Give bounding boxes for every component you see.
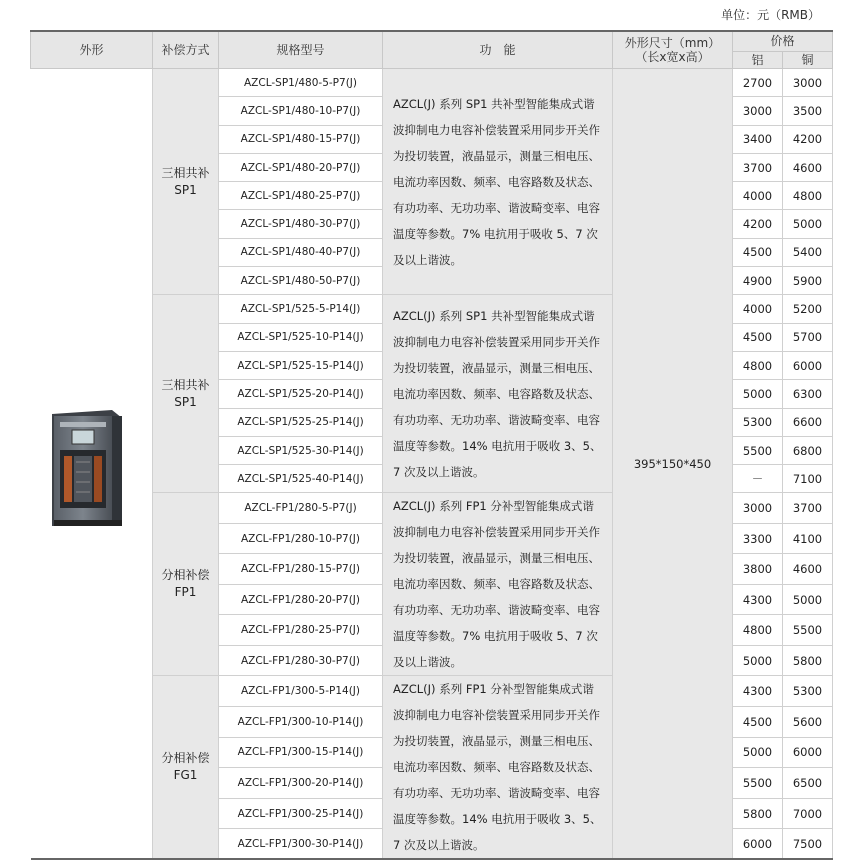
model-cell: AZCL-FP1/280-30-P7(J): [219, 645, 383, 676]
price-aluminum: 4300: [733, 584, 783, 615]
header-dimension: [613, 31, 733, 69]
model-cell: AZCL-FP1/280-20-P7(J): [219, 584, 383, 615]
header-dimension-line1: 外形尺寸（mm）: [624, 36, 721, 50]
price-aluminum: 4500: [733, 707, 783, 738]
model-cell: AZCL-SP1/525-10-P14(J): [219, 323, 383, 351]
model-cell: AZCL-FP1/280-15-P7(J): [219, 554, 383, 585]
header-copper: 铜: [783, 51, 833, 68]
price-aluminum: 3400: [733, 125, 783, 153]
price-copper: 6000: [783, 737, 833, 768]
price-aluminum: 3700: [733, 153, 783, 181]
price-copper: 5000: [783, 584, 833, 615]
dimension-cell: 395*150*450: [613, 69, 733, 860]
function-cell: AZCL(J) 系列 SP1 共补型智能集成式谐波抑制电力电容补偿装置采用同步开关作为投切装置，液晶显示，测量三相电压、电流功率因数、频率、电容路数及状态、有功功率、无功功率、谐波畸变率、电容温度等参数。14% 电抗用于吸收 3、5、7 次及以上谐波。: [383, 295, 613, 493]
method-line1: 三相共补: [161, 165, 210, 180]
header-aluminum: 铝: [733, 51, 783, 68]
price-copper: 5800: [783, 645, 833, 676]
device-image: [46, 408, 126, 528]
price-copper: 7000: [783, 798, 833, 829]
price-copper: 5400: [783, 238, 833, 266]
price-copper: 5700: [783, 323, 833, 351]
price-copper: 6600: [783, 408, 833, 436]
price-copper: 5300: [783, 676, 833, 707]
header-method: 补偿方式: [153, 31, 219, 69]
price-aluminum: 5000: [733, 737, 783, 768]
price-table: [30, 30, 833, 860]
method-line2: FG1: [173, 768, 198, 783]
price-copper: 7100: [783, 465, 833, 493]
model-cell: AZCL-FP1/300-20-P14(J): [219, 768, 383, 799]
price-copper: 6300: [783, 380, 833, 408]
model-cell: AZCL-SP1/480-30-P7(J): [219, 210, 383, 238]
function-cell: AZCL(J) 系列 FP1 分补型智能集成式谐波抑制电力电容补偿装置采用同步开关作为投切装置，液晶显示，测量三相电压、电流功率因数、频率、电容路数及状态、有功功率、无功功率、谐波畸变率、电容温度等参数。14% 电抗用于吸收 3、5、7 次及以上谐波。: [383, 676, 613, 860]
price-aluminum: 4000: [733, 295, 783, 323]
model-cell: AZCL-SP1/525-25-P14(J): [219, 408, 383, 436]
price-copper: 5200: [783, 295, 833, 323]
price-copper: 5900: [783, 267, 833, 295]
model-cell: AZCL-SP1/525-15-P14(J): [219, 351, 383, 379]
model-cell: AZCL-FP1/280-25-P7(J): [219, 615, 383, 646]
price-aluminum: 5500: [733, 768, 783, 799]
method-line2: SP1: [174, 394, 197, 409]
price-aluminum: 4800: [733, 351, 783, 379]
model-cell: AZCL-SP1/525-30-P14(J): [219, 436, 383, 464]
price-copper: 3500: [783, 97, 833, 125]
price-aluminum: 4800: [733, 615, 783, 646]
price-copper: 5000: [783, 210, 833, 238]
method-line1: 分相补偿: [161, 568, 210, 583]
model-cell: AZCL-SP1/480-40-P7(J): [219, 238, 383, 266]
price-aluminum: 5000: [733, 645, 783, 676]
price-aluminum: 4500: [733, 323, 783, 351]
method-cell: [153, 69, 219, 295]
price-aluminum: 4200: [733, 210, 783, 238]
price-aluminum: 6000: [733, 829, 783, 860]
price-aluminum: 5500: [733, 436, 783, 464]
table-row: [31, 69, 833, 97]
header-model: 规格型号: [219, 31, 383, 69]
model-cell: AZCL-SP1/480-5-P7(J): [219, 69, 383, 97]
model-cell: AZCL-SP1/480-10-P7(J): [219, 97, 383, 125]
price-aluminum: 5300: [733, 408, 783, 436]
price-copper: 4800: [783, 182, 833, 210]
price-copper: 3700: [783, 493, 833, 524]
price-aluminum: －: [733, 465, 783, 493]
price-aluminum: 3000: [733, 493, 783, 524]
model-cell: AZCL-SP1/480-25-P7(J): [219, 182, 383, 210]
method-line2: FP1: [174, 585, 197, 600]
model-cell: AZCL-SP1/480-50-P7(J): [219, 267, 383, 295]
price-copper: 4600: [783, 554, 833, 585]
header-dimension-line2: （长x宽x高）: [635, 50, 710, 64]
model-cell: AZCL-FP1/300-5-P14(J): [219, 676, 383, 707]
method-cell: [153, 676, 219, 860]
price-aluminum: 4500: [733, 238, 783, 266]
price-copper: 7500: [783, 829, 833, 860]
price-copper: 6800: [783, 436, 833, 464]
model-cell: AZCL-FP1/280-10-P7(J): [219, 523, 383, 554]
price-aluminum: 4300: [733, 676, 783, 707]
model-cell: AZCL-SP1/480-20-P7(J): [219, 153, 383, 181]
price-aluminum: 4900: [733, 267, 783, 295]
model-cell: AZCL-SP1/525-40-P14(J): [219, 465, 383, 493]
price-aluminum: 5800: [733, 798, 783, 829]
price-aluminum: 3800: [733, 554, 783, 585]
header-appearance: 外形: [31, 31, 153, 69]
table-body: [31, 69, 833, 860]
model-cell: AZCL-FP1/300-10-P14(J): [219, 707, 383, 738]
model-cell: AZCL-FP1/300-25-P14(J): [219, 798, 383, 829]
price-copper: 6000: [783, 351, 833, 379]
model-cell: AZCL-FP1/300-30-P14(J): [219, 829, 383, 860]
model-cell: AZCL-FP1/280-5-P7(J): [219, 493, 383, 524]
method-line1: 分相补偿: [161, 751, 210, 766]
price-aluminum: 2700: [733, 69, 783, 97]
function-cell: AZCL(J) 系列 SP1 共补型智能集成式谐波抑制电力电容补偿装置采用同步开关作为投切装置，液晶显示，测量三相电压、电流功率因数、频率、电容路数及状态、有功功率、无功功率、谐波畸变率、电容温度等参数。7% 电抗用于吸收 5、7 次及以上谐波。: [383, 69, 613, 295]
model-cell: AZCL-SP1/525-20-P14(J): [219, 380, 383, 408]
price-copper: 4100: [783, 523, 833, 554]
price-aluminum: 4000: [733, 182, 783, 210]
price-copper: 4200: [783, 125, 833, 153]
price-aluminum: 3300: [733, 523, 783, 554]
price-copper: 6500: [783, 768, 833, 799]
header-price: 价格: [733, 31, 833, 51]
method-line2: SP1: [174, 182, 197, 197]
price-copper: 4600: [783, 153, 833, 181]
price-aluminum: 5000: [733, 380, 783, 408]
price-copper: 5500: [783, 615, 833, 646]
header-function: 功 能: [383, 31, 613, 69]
unit-note: 单位：元（RMB）: [721, 8, 820, 22]
method-cell: [153, 493, 219, 676]
model-cell: AZCL-SP1/480-15-P7(J): [219, 125, 383, 153]
method-cell: [153, 295, 219, 493]
model-cell: AZCL-SP1/525-5-P14(J): [219, 295, 383, 323]
method-line1: 三相共补: [161, 377, 210, 392]
price-copper: 3000: [783, 69, 833, 97]
price-aluminum: 3000: [733, 97, 783, 125]
function-cell: AZCL(J) 系列 FP1 分补型智能集成式谐波抑制电力电容补偿装置采用同步开关作为投切装置，液晶显示，测量三相电压、电流功率因数、频率、电容路数及状态、有功功率、无功功率、谐波畸变率、电容温度等参数。7% 电抗用于吸收 5、7 次及以上谐波。: [383, 493, 613, 676]
model-cell: AZCL-FP1/300-15-P14(J): [219, 737, 383, 768]
price-copper: 5600: [783, 707, 833, 738]
